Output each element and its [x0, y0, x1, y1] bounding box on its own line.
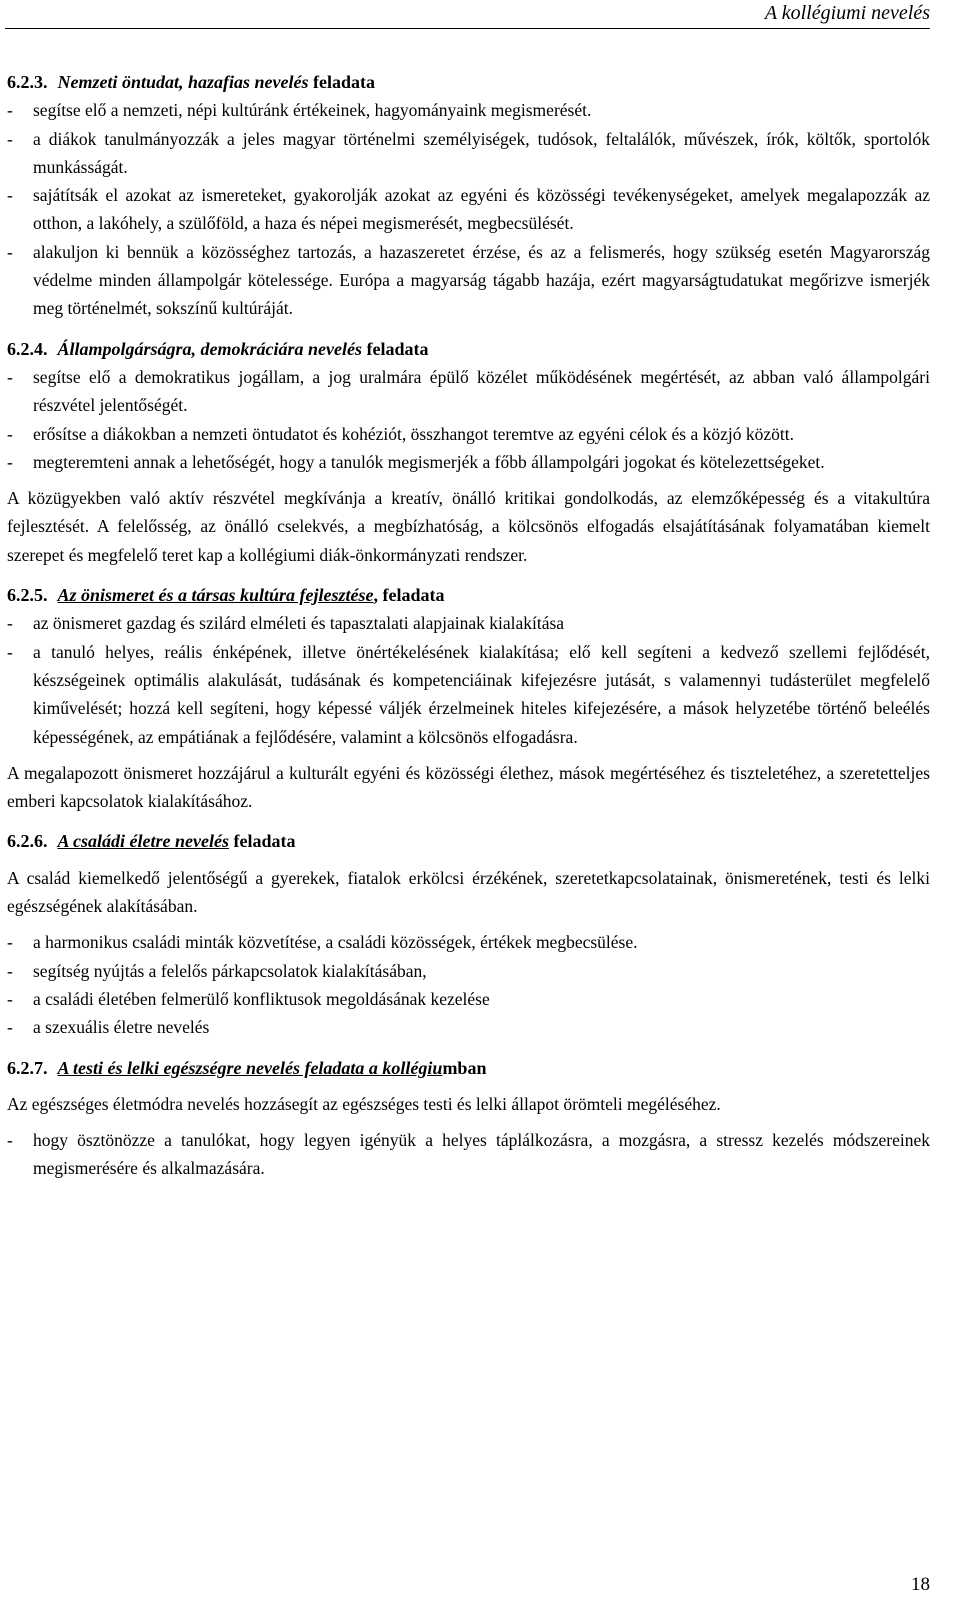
list-item: - segítség nyújtás a felelős párkapcsolatok kialakításában,: [7, 957, 930, 985]
list-item: - az önismeret gazdag és szilárd elméleti és tapasztalati alapjainak kialakítása: [7, 609, 930, 637]
section-list-6-2-4: [7, 363, 930, 476]
section-suffix: mban: [442, 1057, 487, 1078]
section-suffix: feladata: [362, 338, 429, 359]
list-item: - sajátítsák el azokat az ismereteket, gyakorolják azokat az egyéni és közösségi tevékenységeket, amelyek megalapozzák az otthon, a lakóhely, a szülőföld, a haza és népei megismerését, megbecsülését.: [7, 181, 930, 238]
list-item: - a szexuális életre nevelés: [7, 1013, 930, 1041]
section-title: A családi életre nevelés: [57, 831, 229, 852]
section-list-6-2-5: [7, 609, 930, 750]
list-item: - alakuljon ki bennük a közösséghez tartozás, a hazaszeretet érzése, és az a felismerés, hogy szükség esetén Magyarország védelme minden állampolgár kötelessége. Európa a magyarság tágabb hazája, ezért magyarságtudatukat megőrizve ismerjék meg történelmét, sokszínű kultúráját.: [7, 238, 930, 323]
section-number: 6.2.6.: [7, 831, 48, 852]
document-body: [7, 68, 930, 1183]
section-list-6-2-7: [7, 1126, 930, 1183]
section-list-6-2-3: [7, 96, 930, 322]
section-number: 6.2.3.: [7, 72, 48, 92]
list-item: - segítse elő a nemzeti, népi kultúránk értékeinek, hagyományaink megismerését.: [7, 96, 930, 124]
list-item: - a diákok tanulmányozzák a jeles magyar történelmi személyiségek, tudósok, feltalálók, művészek, írók, költők, sportolók munkásságát.: [7, 125, 930, 182]
page-number: 18: [911, 1574, 930, 1595]
section-number: 6.2.7.: [7, 1057, 48, 1078]
section-heading-6-2-7: [7, 1054, 930, 1082]
section-paragraph: A közügyekben való aktív részvétel megkívánja a kreatív, önálló kritikai gondolkodás, az elemzőképesség és a vitakultúra fejlesztését. A felelősség, az önálló cselekvés, a megbízhatóság, a kölcsönös elfogadás elsajátításának folyamatában kiemelt szerepet és megfelelő teret kap a kollégiumi diák-önkormányzati rendszer.: [7, 488, 930, 565]
section-paragraph: A megalapozott önismeret hozzájárul a kulturált egyéni és közösségi élethez, mások megértéséhez és tiszteletéhez, a szeretetteljes emberi kapcsolatok kialakításához.: [7, 762, 930, 812]
section-heading-6-2-6: [7, 827, 930, 855]
section-paragraph: Az egészséges életmódra nevelés hozzásegít az egészséges testi és lelki állapot örömteli megéléséhez.: [7, 1093, 721, 1114]
running-header: A kollégiumi nevelés: [5, 2, 930, 29]
section-number: 6.2.4.: [7, 338, 48, 359]
list-item: - a családi életében felmerülő konfliktusok megoldásának kezelése: [7, 985, 930, 1013]
section-list-6-2-6: [7, 928, 930, 1041]
section-suffix: feladata: [308, 72, 375, 92]
section-title: Nemzeti öntudat, hazafias nevelés: [57, 72, 309, 92]
section-heading-6-2-3: [7, 68, 930, 96]
section-title: Állampolgárságra, demokráciára nevelés: [57, 338, 362, 359]
list-item: - segítse elő a demokratikus jogállam, a jog uralmára épülő közélet működésének megértését, az abban való állampolgári részvétel jelentőségét.: [7, 363, 930, 420]
list-item: - megteremteni annak a lehetőségét, hogy a tanulók megismerjék a főbb állampolgári jogokat és kötelezettségeket.: [7, 448, 930, 476]
section-number: 6.2.5.: [7, 585, 48, 606]
section-title: A testi és lelki egészségre nevelés feladata a kollégiu: [57, 1057, 443, 1078]
list-item: - a tanuló helyes, reális énképének, illetve önértékelésének kialakítása; elő kell segíteni a kedvező szellemi fejlődését, készségeinek optimális alakulását, tudásának és kompetenciáinak kifejezésre jutását, s valamennyi tudásterület megfelelő kiművelését; hozzá kell segíteni, hogy képessé váljék érzelmeinek hiteles kifejezésére, a mások helyzetébe történő beleélés képességének, az empátiának a fejlődésére, valamint a kölcsönös elfogadásra.: [7, 638, 930, 751]
section-suffix: , feladata: [373, 585, 445, 606]
section-heading-6-2-4: [7, 335, 930, 363]
list-item: - erősítse a diákokban a nemzeti öntudatot és kohéziót, összhangot teremtve az egyéni célok és a közjó között.: [7, 420, 930, 448]
section-suffix: feladata: [228, 831, 296, 852]
section-heading-6-2-5: [7, 581, 930, 609]
section-title: Az önismeret és a társas kultúra fejlesztése: [57, 585, 374, 606]
list-item: - hogy ösztönözze a tanulókat, hogy legyen igényük a helyes táplálkozásra, a mozgásra, a stressz kezelés módszereinek megismerésére és alkalmazására.: [7, 1126, 930, 1183]
section-paragraph: A család kiemelkedő jelentőségű a gyerekek, fiatalok erkölcsi érzékének, szeretetkapcsolatainak, önismeretének, testi és lelki egészségének alakításában.: [7, 867, 930, 917]
list-item: - a harmonikus családi minták közvetítése, a családi közösségek, értékek megbecsülése.: [7, 928, 930, 956]
